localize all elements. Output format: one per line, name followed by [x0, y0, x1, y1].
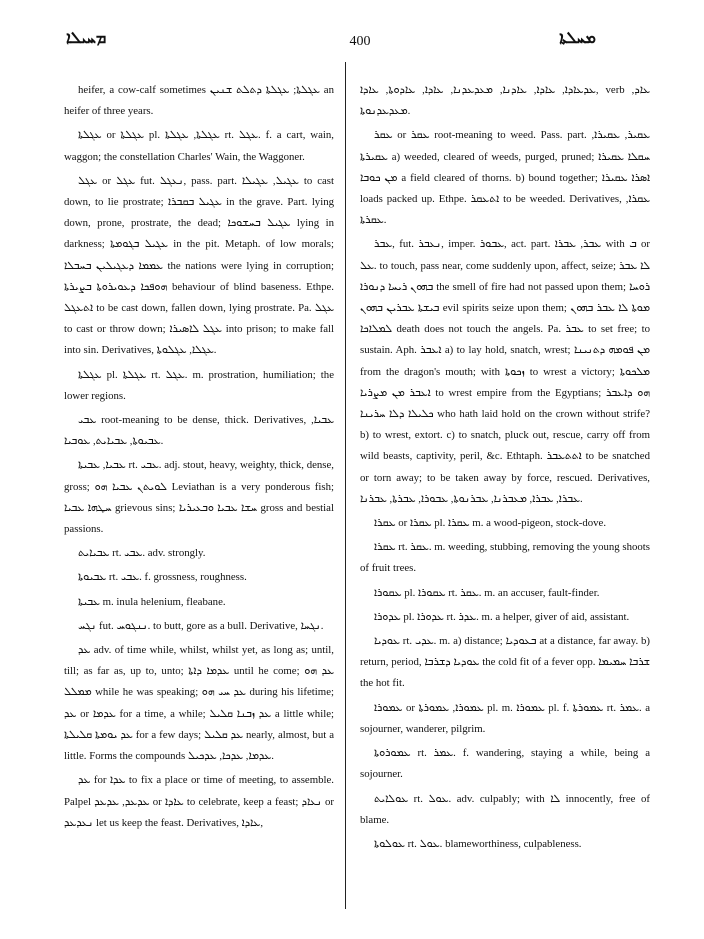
dictionary-entry: ܥܩܘܪܐ pl. ܥܩܘܪܐ rt. ܥܩܪ. m. an accuser, fault-finder.	[374, 586, 600, 599]
running-head-right: ܡܚܠܬܐ	[559, 30, 596, 47]
dictionary-entry: ܥܕ for ܥܕܐ to fix a place or time of meeting, to assemble. Palpel ܥܕܥܕ, ܥܕܥܕ or ܥܐܕܐ to celebrate, keep a feast; ܢܥܐܕ or ܢܥܕܥܕ let us keep the feast. Derivatives, ܥܐܕܐ,	[64, 774, 334, 829]
dictionary-entry: ܥܡܘܪܘܬܐ rt. ܥܡܪ. f. wandering, staying a while, being a sojourner.	[360, 747, 650, 781]
right-column	[360, 80, 650, 858]
dictionary-entry: heifer, a cow-calf sometimes ܥܓܠܬܐ; ܥܓܠܬܐ ܕܬܠܬ ܫܢܝܢ an heifer of three years.	[64, 84, 334, 118]
left-column	[64, 80, 334, 837]
dictionary-entry: ܥܘܠܘܬܐ rt. ܥܘܠ. blameworthiness, culpableness.	[374, 837, 582, 850]
column-divider	[345, 62, 346, 909]
page-header	[64, 30, 656, 56]
dictionary-entry: ܥܕ adv. of time while, whilst, whilst yet, as long as; until, till; as far as, up to, unto; ܥܕܡܐ ܕܐܬܐ until he come; ܥܕ ܗܘ ܡܡܠܠ while he was speaking; ܥܕ ܚܝ ܗܘ during his lifetime; ܥܕ or ܥܕܡܐ for a time, a while; ܥܕ ܙܒܢܐ ܩܠܝܠ a little while; ܥܕ ܝܘܡܬܐ ܩܠܝܠܬܐ for a few days; ܥܕ ܩܠܝܠ nearly, almost, but a little. Forms the compounds ܥܕܡܐ, ܥܕܟܐ, ܥܕܟܝܠ.	[64, 644, 335, 763]
dictionary-entry: ܥܩܪ or ܥܩܪ root-meaning to weed. Pass. part. ܥܩܝܪ, ܥܩܝܪܐ, ܥܩܝܪܬܐ a) weeded, cleared of weeds, purged, pruned; ܚܩܠܐ ܥܩܝܪܐ ܡܢ ܟܘܒܐ a field cleared of thorns. b) bound together; ܐܣܪܐ ܥܩܝܪܐ loads packed up. Ethpe. ܐܬܥܩܪ to be weeded. Derivatives, ܥܩܪܐ, ܥܩܪܬܐ.	[360, 129, 650, 227]
dictionary-entry: ܥܩܪܐ or ܥܩܪܐ pl. ܥܩܪܐ m. a wood-pigeon, stock-dove.	[374, 517, 607, 530]
dictionary-entry: ܥܕܘܪܐ pl. ܥܕܘܪܐ rt. ܥܕܪ. m. a helper, giver of aid, assistant.	[374, 610, 630, 623]
dictionary-entry: ܥܘܠܐܝܬ rt. ܥܘܠ. adv. culpably; with ܠܐ innocently, free of blame.	[360, 792, 650, 826]
dictionary-entry: ܥܓܠ or ܥܓܠ fut. ܢܥܓܠ, pass. part. ܥܓܝܠ, ܥܓܝܠܐ to cast down, to lie prostrate; ܥܓܝܠ ܒܩܒܪܐ in the grave. Part. lying down, prone, prostrate, the dead; ܥܓܝܠ ܒܚܫܘܟܐ lying in darkness; ܥܓܝܠ ܒܓܘܡܬܐ in the pit. Metaph. of low morals; ܥܡܡܐ ܕܥܓܝܠܝܢ ܒܚܒܠܐ the nations were lying in corruption; ܗܘܦܟܐ ܕܥܘܝܪܘܬܐ ܒܨܝܪܬܐ behaviour of blind baseness. Ethpe. ܐܬܥܓܠ to be cast down, fallen down, lying prostrate. Pa. ܥܓܠ to cast or throw down; ܥܓܠ ܠܐܣܝܪܐ into prison; to make fall into sin. Derivatives, ܥܓܠܐ, ܥܓܠܘܬܐ.	[64, 174, 335, 357]
dictionary-entry: ܥܒܝܘܬܐ rt. ܥܒܝ. f. grossness, roughness.	[78, 571, 247, 584]
dictionary-entry: ܥܒܝܬܐ m. inula helenium, fleabane.	[78, 595, 226, 608]
dictionary-entry: ܥܒܝܐܝܬ rt. ܥܒܝ. adv. strongly.	[78, 547, 206, 560]
dictionary-entry: ܥܓܠܬܐ or ܥܓܠܬܐ pl. ܥܓܠܬܐ, ܥܓܠܬܐ rt. ܥܓܠ. f. a cart, wain, waggon; the constellation Charles' Wain, the Waggoner.	[64, 129, 334, 163]
running-head-left: ܡ‌ܚܝܠܐ	[66, 30, 107, 47]
dictionary-entry: ܢܓܚ fut. ܢܢܓܘܚ. to butt, gore as a bull. Derivative, ܢܓܚܐ.	[78, 619, 324, 632]
dictionary-entry: ܥܒܝ root-meaning to be dense, thick. Derivatives, ܥܒܝܐ, ܥܒܝܘܬܐ, ܥܒܝܐܝܬ, ܥܘܒܝܐ.	[64, 414, 334, 448]
page-number: 400	[349, 34, 371, 49]
dictionary-entry: ܥܩܪܐ rt. ܥܩܪ. m. weeding, stubbing, removing the young shoots of fruit trees.	[360, 541, 650, 575]
dictionary-entry: ܥܕܥܐܕܐ, ܥܐܕܐ, ܥܐܕܢܐ, ܡܥܕܥܕܢܐ, ܥܐܕܐ, ܥܐܕܘܬܐ, ܥܐܕܐ, verb ܥܐܕ, ܡܥܕܥܕܢܘܬܐ.	[360, 84, 650, 118]
dictionary-entry: ܥܒܪ, fut. ܢܥܒܪ, imper. ܥܒܘܪ, act. part. ܥܒܪ, ܥܒܪܐ with ܒ or ܥܠ. to touch, pass near, come suddenly upon, affect, seize; ܠܐ ܥܒܪ ܒܗܘܢ ܪܝܚܐ ܕܢܘܪܐ the smell of fire had not passed upon them; ܪܘܚܐ ܒܝܫܬܐ ܥܒܪܝܢ ܒܗܘܢ evil spirits seize upon them; ܡܘܬܐ ܠܐ ܥܒܪ ܒܗܘܢ ܠܡܠܐܟܐ death does not touch the angels. Pa. ܥܒܪ to set free; to sustain. Aph. ܐܥܒܪ a) to lay hold, snatch, wrest; ܡܢ ܦܘܡܗ ܕܬܢܝܢܐ from the dragon's mouth; with ܙܟܘܬܐ to wrest a victory; ܡܠܟܘܬܐ ܐܥܒܪ ܡܢ ܡܨܪܝܐ to wrest empire from the Egyptians; ܗܘ ܕܐܥܒܪ ܟܠܝܠܐ ܕܠܐ ܚܪܝܢܐ who hath laid hold on the crown without strife? b) to wrest, extort. c) to snatch, pluck out, rescue, carry off from wild beasts, captivity, peril, &c. Ethtaph. ܐܬܬܥܒܪ to be snatched or torn away; to be taken away by force, rescued. Derivatives, ܥܒܪܐ, ܥܒܪܐ, ܡܥܒܪܢܐ, ܥܒܪܢܘܬܐ, ܥܒܘܪܐ, ܥܒܪܬܐ, ܥܒܪܢܐ.	[360, 238, 651, 505]
dictionary-entry: ܥܡܘܪܐ or ܥܡܘܪܐ, ܥܡܘܪܬܐ pl. m. ܥܡܘܪܐ pl. f. ܥܡܘܪܬܐ rt. ܥܡܪ. a sojourner, wanderer, pilgrim.	[360, 701, 650, 735]
dictionary-entry: ܥܒܝܐ, ܥܒܝܬܐ rt. ܥܒܝ. adj. stout, heavy, weighty, thick, dense, gross; ܠܘܝܬܢ ܥܒܝܐ ܗܘ Leviathan is a very ponderous fish; ܚܛܗܐ ܥܒܝܐ grievous sins; ܚܫܐ ܥܒܝܐ ܘܒܥܝܪܝܐ gross and bestial passions.	[64, 459, 334, 536]
dictionary-entry: ܥܓܠܬܐ pl. ܥܓܠܬܐ rt. ܥܓܠ. m. prostration, humiliation; the lower regions.	[64, 368, 334, 402]
dictionary-entry: ܥܘܕܝܐ rt. ܥܕܝ. m. a) distance; ܒܥܘܕܝܐ at a distance, far away. b) return, period, ܥܘܕܝܐ ܕܫܪܒܐ the cold fit of a fever opp. ܫܪܒܐ ܚܡܝܡܐ the hot fit.	[360, 635, 651, 690]
